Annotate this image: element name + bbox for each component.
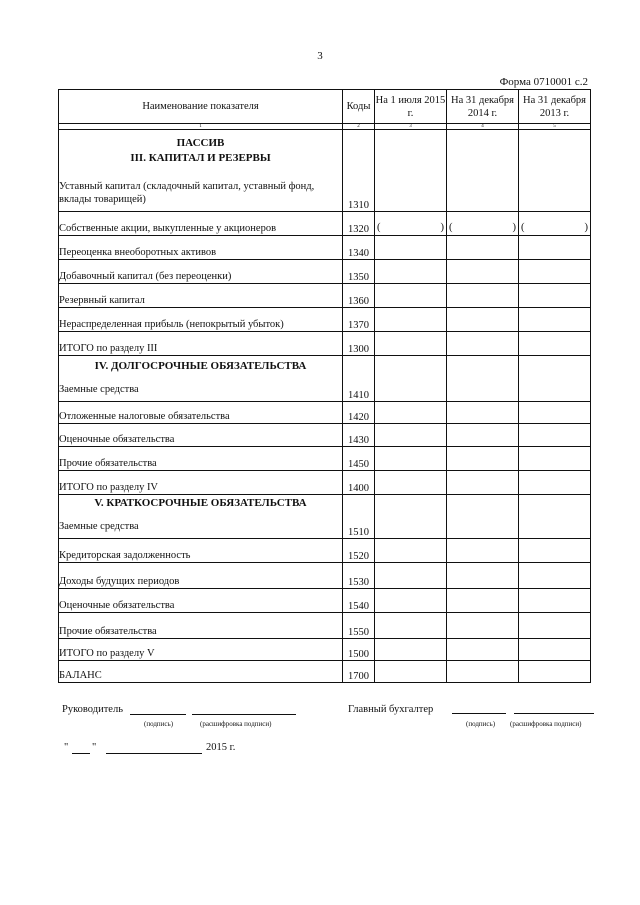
row-name [59, 130, 343, 212]
value-cell[interactable] [375, 260, 447, 284]
value-cell[interactable] [519, 471, 591, 495]
chief-accountant-label: Главный бухгалтер [348, 704, 434, 715]
row-code: 1500 [343, 639, 375, 661]
value-cell[interactable] [375, 236, 447, 260]
value-cell[interactable] [519, 539, 591, 563]
form-label: Форма 0710001 с.2 [499, 76, 588, 88]
paren-close: ) [440, 222, 444, 233]
row-label: Заемные средства [59, 521, 139, 532]
section5-title: V. КРАТКОСРОЧНЫЕ ОБЯЗАТЕЛЬСТВА [94, 497, 307, 509]
value-cell[interactable] [447, 661, 519, 683]
head-decode-caption: (расшифровка подписи) [200, 720, 272, 728]
row-name [59, 495, 343, 539]
row-code: 1300 [343, 332, 375, 356]
table-row [59, 613, 591, 639]
value-cell[interactable] [375, 639, 447, 661]
value-cell[interactable] [519, 284, 591, 308]
table-row [59, 260, 591, 284]
value-cell[interactable] [375, 539, 447, 563]
date-quote-open: " [64, 742, 69, 753]
row-code: 1510 [343, 495, 375, 539]
value-cell[interactable] [375, 471, 447, 495]
value-cell[interactable] [447, 212, 519, 236]
row-code: 1550 [343, 613, 375, 639]
table-row [59, 332, 591, 356]
paren-close: ) [512, 222, 516, 233]
accountant-signature-line[interactable] [452, 713, 506, 714]
row-code: 1340 [343, 236, 375, 260]
row-code: 1520 [343, 539, 375, 563]
value-cell[interactable] [447, 236, 519, 260]
value-cell[interactable] [375, 212, 447, 236]
row-name: Оценочные обязательства [59, 424, 343, 447]
row-name: Оценочные обязательства [59, 589, 343, 613]
value-cell[interactable] [447, 539, 519, 563]
head-sign-caption: (подпись) [144, 720, 174, 728]
date-year: 2015 г. [206, 742, 236, 753]
value-cell[interactable] [519, 495, 591, 539]
value-cell[interactable] [447, 356, 519, 402]
row-code: 1450 [343, 447, 375, 471]
paren-open: ( [449, 222, 453, 233]
row-code: 1430 [343, 424, 375, 447]
row-label: Уставный капитал (складочный капитал, уставный фонд, вклады товарищей) [59, 181, 315, 205]
value-cell[interactable] [375, 589, 447, 613]
head-label: Руководитель [62, 704, 123, 715]
row-code: 1540 [343, 589, 375, 613]
section-title [59, 136, 342, 166]
value-cell[interactable] [375, 424, 447, 447]
value-cell[interactable] [375, 308, 447, 332]
col-number: 4 [447, 124, 519, 130]
table-row [59, 356, 591, 402]
value-cell[interactable] [447, 424, 519, 447]
table-row [59, 661, 591, 683]
value-cell[interactable] [447, 308, 519, 332]
value-cell[interactable] [375, 284, 447, 308]
value-cell[interactable] [519, 402, 591, 424]
value-cell[interactable] [519, 356, 591, 402]
row-name: Прочие обязательства [59, 613, 343, 639]
col-number: 5 [519, 124, 591, 130]
value-cell[interactable] [519, 212, 591, 236]
value-cell[interactable] [519, 424, 591, 447]
row-code: 1700 [343, 661, 375, 683]
value-cell[interactable] [375, 563, 447, 589]
accountant-sign-caption: (подпись) [466, 720, 496, 728]
header-col5: На 31 декабря 2013 г. [519, 90, 591, 124]
table-row [59, 402, 591, 424]
value-cell[interactable] [447, 495, 519, 539]
row-name: Собственные акции, выкупленные у акционеров [59, 212, 343, 236]
row-code: 1400 [343, 471, 375, 495]
value-cell[interactable] [375, 402, 447, 424]
date-month-line[interactable] [106, 753, 202, 754]
value-cell[interactable] [447, 447, 519, 471]
col-number: 1 [59, 124, 343, 130]
section4-title: IV. ДОЛГОСРОЧНЫЕ ОБЯЗАТЕЛЬСТВА [94, 360, 307, 372]
table-row [59, 639, 591, 661]
value-cell[interactable] [519, 260, 591, 284]
paren-open: ( [521, 222, 525, 233]
paren-close: ) [584, 222, 588, 233]
row-name: Переоценка внеоборотных активов [59, 236, 343, 260]
table-row [59, 212, 591, 236]
row-code: 1370 [343, 308, 375, 332]
table-row [59, 308, 591, 332]
row-name: Нераспределенная прибыль (непокрытый убыток) [59, 308, 343, 332]
value-cell[interactable] [447, 260, 519, 284]
row-code: 1350 [343, 260, 375, 284]
row-name: Добавочный капитал (без переоценки) [59, 260, 343, 284]
row-code: 1420 [343, 402, 375, 424]
header-name: Наименование показателя [59, 90, 343, 124]
table-row [59, 284, 591, 308]
page-number: 3 [317, 50, 323, 62]
head-signature-line[interactable] [130, 714, 186, 715]
value-cell[interactable] [375, 356, 447, 402]
table-row [59, 236, 591, 260]
row-name: Резервный капитал [59, 284, 343, 308]
paren-open: ( [377, 222, 381, 233]
value-cell[interactable] [447, 284, 519, 308]
header-code: Коды [343, 90, 375, 124]
value-cell[interactable] [447, 639, 519, 661]
row-code: 1310 [343, 130, 375, 212]
value-cell[interactable] [519, 661, 591, 683]
accountant-decode-line[interactable] [514, 713, 594, 714]
row-code: 1530 [343, 563, 375, 589]
row-name: ИТОГО по разделу V [59, 639, 343, 661]
balance-liabilities-table [58, 89, 591, 683]
value-cell[interactable] [519, 613, 591, 639]
header-row [59, 90, 591, 124]
value-cell[interactable] [375, 661, 447, 683]
value-cell[interactable] [447, 130, 519, 212]
row-name: Прочие обязательства [59, 447, 343, 471]
table-row [59, 495, 591, 539]
value-cell[interactable] [519, 563, 591, 589]
table-row [59, 539, 591, 563]
row-code: 1320 [343, 212, 375, 236]
accountant-decode-caption: (расшифровка подписи) [510, 720, 582, 728]
section-passiv: ПАССИВ [176, 137, 225, 149]
row-name: ИТОГО по разделу IV [59, 471, 343, 495]
header-col3: На 1 июля 2015 г. [375, 90, 447, 124]
value-cell[interactable] [519, 639, 591, 661]
row-name: ИТОГО по разделу III [59, 332, 343, 356]
value-cell[interactable] [519, 308, 591, 332]
date-day-line[interactable] [72, 753, 90, 754]
table-row [59, 471, 591, 495]
value-cell[interactable] [519, 447, 591, 471]
table-row [59, 424, 591, 447]
value-cell[interactable] [375, 447, 447, 471]
col-number: 3 [375, 124, 447, 130]
value-cell[interactable] [519, 589, 591, 613]
row-name: Кредиторская задолженность [59, 539, 343, 563]
row-name [59, 356, 343, 402]
value-cell[interactable] [447, 402, 519, 424]
value-cell[interactable] [375, 495, 447, 539]
value-cell[interactable] [375, 130, 447, 212]
value-cell[interactable] [375, 613, 447, 639]
row-name: Доходы будущих периодов [59, 563, 343, 589]
value-cell[interactable] [519, 332, 591, 356]
value-cell[interactable] [447, 471, 519, 495]
value-cell[interactable] [447, 563, 519, 589]
row-label: Заемные средства [59, 384, 139, 395]
header-col4: На 31 декабря 2014 г. [447, 90, 519, 124]
row-code: 1360 [343, 284, 375, 308]
col-number: 2 [343, 124, 375, 130]
table-row [59, 130, 591, 212]
row-name-balance: БАЛАНС [59, 661, 343, 683]
value-cell[interactable] [519, 236, 591, 260]
value-cell[interactable] [447, 589, 519, 613]
table-row [59, 589, 591, 613]
date-quote-close: " [92, 742, 97, 753]
head-decode-line[interactable] [192, 714, 296, 715]
value-cell[interactable] [447, 613, 519, 639]
value-cell[interactable] [375, 332, 447, 356]
table-row [59, 447, 591, 471]
table-row [59, 563, 591, 589]
row-name: Отложенные налоговые обязательства [59, 402, 343, 424]
row-code: 1410 [343, 356, 375, 402]
value-cell[interactable] [447, 332, 519, 356]
section3-title: III. КАПИТАЛ И РЕЗЕРВЫ [130, 152, 271, 164]
value-cell[interactable] [519, 130, 591, 212]
